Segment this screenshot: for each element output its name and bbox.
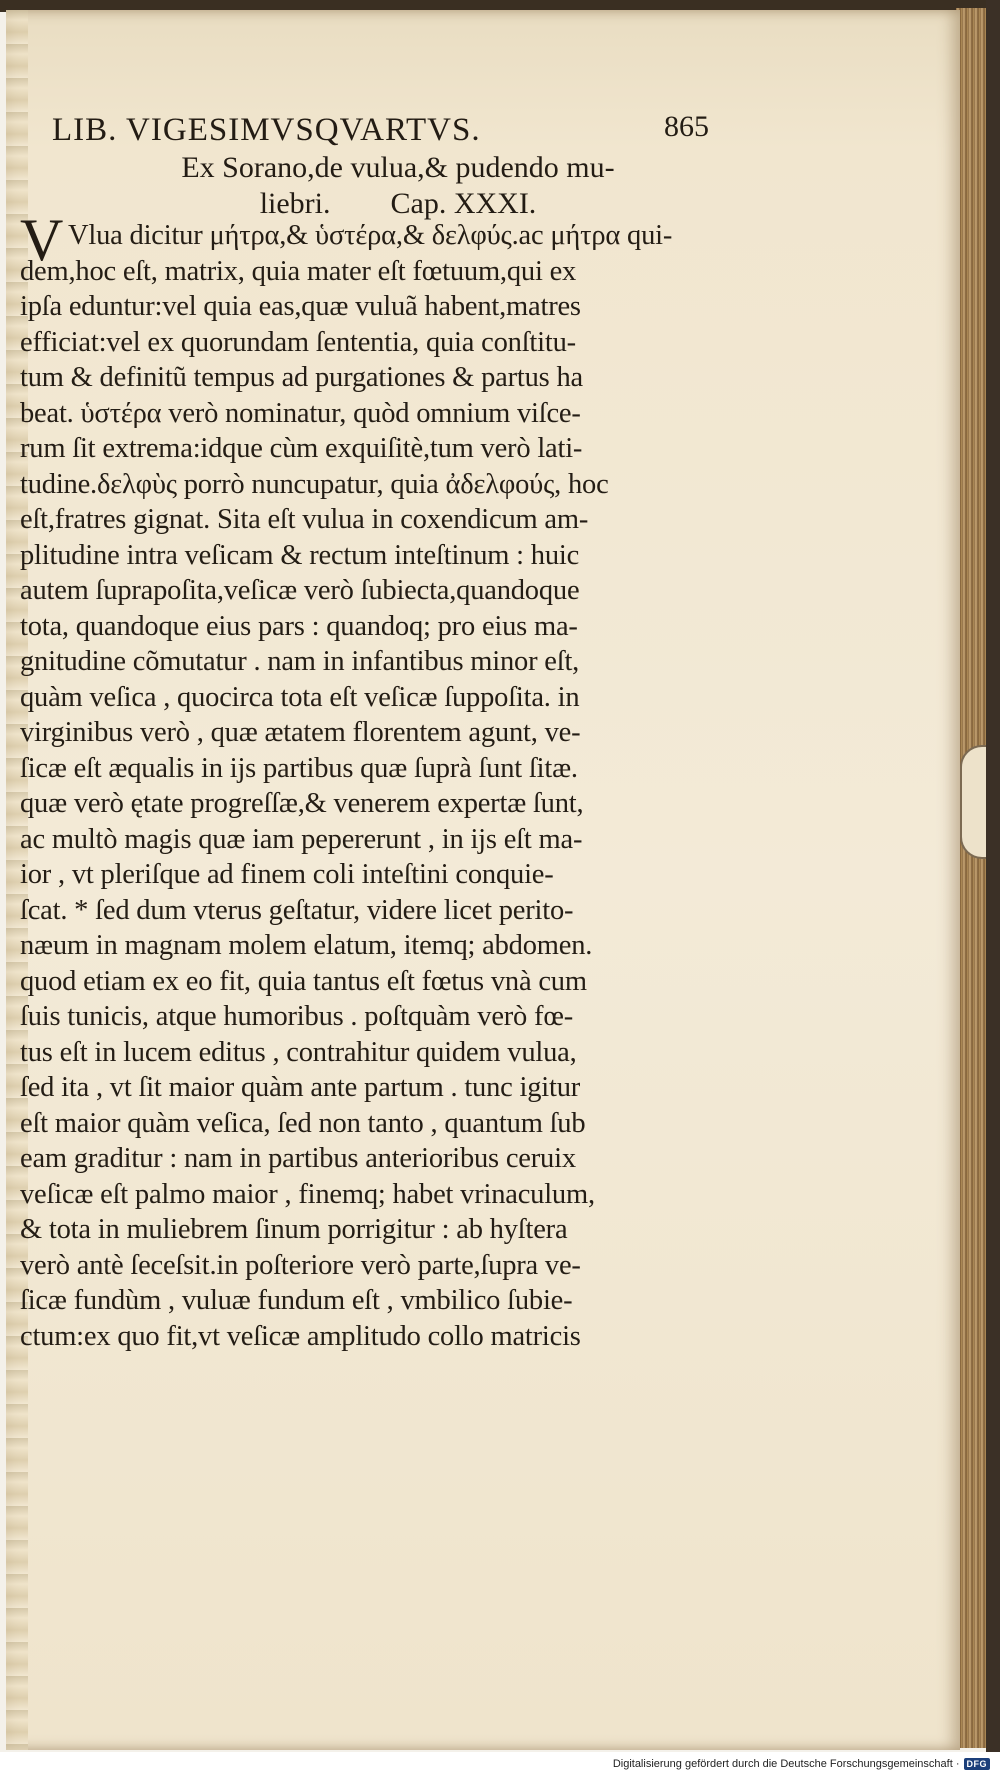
text-line: verò antè ſeceſsit.in poſteriore verò parte,ſupra ve- <box>20 1249 581 1281</box>
text-line: tum & definitũ tempus ad purgationes & partus ha <box>20 362 583 393</box>
page-edge-tab <box>960 745 986 859</box>
text-line: & tota in muliebrem ſinum porrigitur : ab hyſtera <box>20 1214 568 1245</box>
text-line: ſed ita , vt ſit maior quàm ante partum . tunc igitur <box>20 1072 581 1103</box>
body-text <box>20 218 780 1354</box>
text-line: autem ſuprapoſita,veſicæ verò ſubiecta,quandoque <box>20 575 580 606</box>
text-line: næum in magnam molem elatum, itemq; abdomen. <box>20 930 593 961</box>
text-line: gnitudine cõmutatur . nam in infantibus minor eſt, <box>20 646 580 677</box>
digitization-credit <box>613 1756 990 1772</box>
text-line: ſicæ fundùm , vuluæ fundum eſt , vmbilico ſubie- <box>20 1285 573 1316</box>
text-line: rum ſit extrema:idque cùm exquiſitè,tum verò lati- <box>20 433 583 464</box>
drop-cap: V <box>20 207 64 273</box>
text-line: ſuis tunicis, atque humoribus . poſtquàm verò fœ- <box>20 1001 573 1032</box>
text-line: ctum:ex quo fit,vt veſicæ amplitudo collo matricis <box>20 1320 581 1352</box>
credit-text: Digitalisierung gefördert durch die Deutsche Forschungsgemeinschaft · <box>612 1758 960 1770</box>
text-line: quæ verò ętate progreſſæ,& venerem expertæ ſunt, <box>20 788 584 819</box>
text-line: eſt,fratres gignat. Sita eſt vulua in coxendicum am- <box>20 504 589 535</box>
text-line: ior , vt pleriſque ad finem coli inteſtini conquie- <box>20 859 554 890</box>
text-line: quod etiam ex eo fit, quia tantus eſt fœtus vnà cum <box>20 965 587 997</box>
text-line: ſcat. * ſed dum vterus geſtatur, videre licet perito- <box>20 894 574 926</box>
text-line: efficiat:vel ex quorundam ſententia, quia conſtitu- <box>20 326 576 358</box>
text-line: eſt maior quàm veſica, ſed non tanto , quantum ſub <box>20 1107 586 1139</box>
text-line: plitudine intra veſicam & rectum inteſtinum : huic <box>20 539 580 571</box>
book-fore-edge <box>956 8 986 1748</box>
text-line: eam graditur : nam in partibus anterioribus ceruix <box>20 1143 576 1174</box>
text-line: beat. ὑστέρα verò nominatur, quòd omnium viſce- <box>20 397 581 429</box>
page-number: 865 <box>664 110 709 143</box>
text-line: dem,hoc eſt, matrix, quia mater eſt fœtuum,qui ex <box>20 255 577 287</box>
text-line: tus eſt in lucem editus , contrahitur quidem vulua, <box>20 1036 577 1068</box>
text-line: quàm veſica , quocirca tota eſt veſicæ ſuppoſita. in <box>20 681 580 713</box>
dfg-logo: DFG <box>964 1758 991 1770</box>
text-line: ac multò magis quæ iam pepererunt , in ijs eſt ma- <box>20 823 583 855</box>
scan-frame-right <box>986 0 1000 1773</box>
text-line: tota, quandoque eius pars : quandoq; pro eius ma- <box>20 610 578 642</box>
text-line: ipſa eduntur:vel quia eas,quæ vuluã habent,matres <box>20 291 581 322</box>
chapter-title-line-2: liebri. Cap. XXXI. <box>259 187 537 220</box>
text-line: virginibus verò , quæ ætatem florentem agunt, ve- <box>20 717 581 748</box>
text-line: Vlua dicitur μήτρα,& ὑστέρα,& δελφύς.ac μήτρα qui- <box>68 220 673 251</box>
chapter-title-line-1: Ex Sorano,de vulua,& pudendo mu- <box>181 151 615 184</box>
chapter-title <box>118 150 678 222</box>
running-head: LIB. VIGESIMVSQVARTVS. <box>52 112 481 148</box>
text-line: veſicæ eſt palmo maior , finemq; habet vrinaculum, <box>20 1178 595 1210</box>
text-line: tudine.δελφὺς porrò nuncupatur, quia ἀδελφούς, hoc <box>20 468 609 500</box>
text-line: ſicæ eſt æqualis in ijs partibus quæ ſuprà ſunt ſitæ. <box>20 752 578 784</box>
